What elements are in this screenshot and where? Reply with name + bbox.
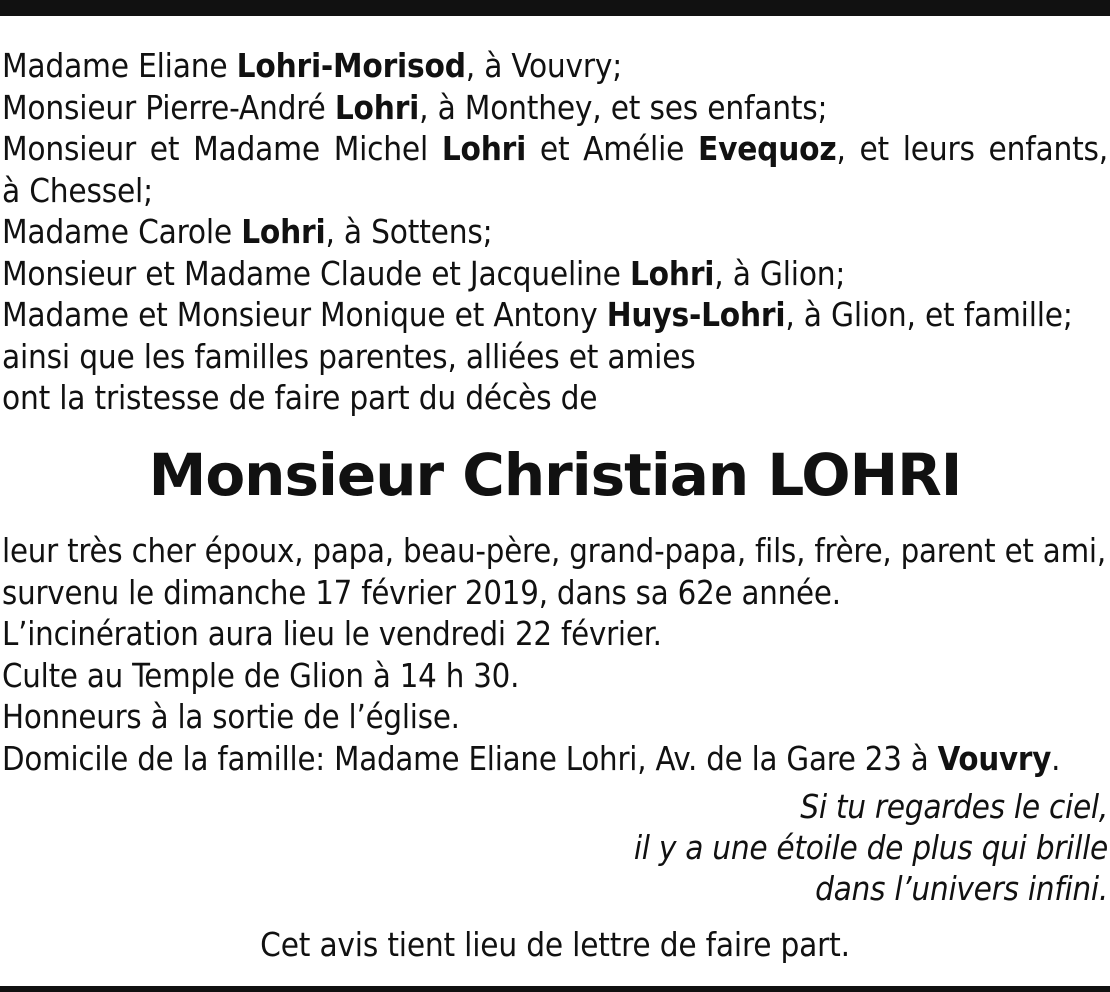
- top-rule: [0, 0, 1110, 16]
- poem-line: dans l’univers infini.: [815, 869, 1108, 908]
- family-surname: Lohri-Morisod: [236, 46, 466, 85]
- family-surname: Lohri: [334, 87, 420, 127]
- announcement-line: Culte au Temple de Glion à 14 h 30.: [2, 655, 520, 695]
- family-line: Monsieur et Madame Claude et Jacqueline Lohri, à Glion;: [2, 253, 846, 293]
- announcement-text: [2, 530, 1106, 779]
- family-surname: Huys-Lohri: [606, 295, 786, 334]
- bottom-rule: [0, 986, 1110, 992]
- poem-line: il y a une étoile de plus qui brille: [633, 828, 1108, 867]
- family-line: Madame Eliane Lohri-Morisod, à Vouvry;: [2, 46, 623, 85]
- family-line: Monsieur et Madame Michel Lohri et Amélie Evequoz, et leurs enfants,: [2, 129, 1108, 168]
- family-line: ont la tristesse de faire part du décès de: [2, 378, 598, 417]
- poem-line: Si tu regardes le ciel,: [800, 787, 1108, 826]
- family-surname: Evequoz: [698, 129, 837, 168]
- family-surname: Lohri: [629, 253, 715, 293]
- family-surname: Lohri: [441, 129, 527, 168]
- footer-note: Cet avis tient lieu de lettre de faire part.: [260, 925, 850, 964]
- deceased-name: Monsieur Christian LOHRI: [148, 441, 962, 509]
- family-list: [2, 45, 1108, 419]
- family-surname: Lohri: [241, 212, 326, 251]
- family-line: ainsi que les familles parentes, alliées et amies: [2, 336, 696, 376]
- family-line: à Chessel;: [2, 170, 153, 210]
- announcement-line: Domicile de la famille: Madame Eliane Lohri, Av. de la Gare 23 à Vouvry.: [2, 738, 1061, 778]
- family-line: Madame Carole Lohri, à Sottens;: [2, 212, 493, 251]
- poem: [408, 786, 1108, 909]
- announcement-line: Honneurs à la sortie de l’église.: [2, 697, 460, 736]
- place-name: Vouvry: [937, 738, 1052, 778]
- announcement-line: L’incinération aura lieu le vendredi 22 février.: [2, 614, 662, 653]
- announcement-line: leur très cher époux, papa, beau-père, grand-papa, fils, frère, parent et ami,: [2, 531, 1106, 570]
- announcement-line: survenu le dimanche 17 février 2019, dans sa 62e année.: [2, 572, 841, 612]
- family-line: Monsieur Pierre-André Lohri, à Monthey, et ses enfants;: [2, 87, 828, 127]
- family-line: Madame et Monsieur Monique et Antony Huys-Lohri, à Glion, et famille;: [2, 295, 1073, 334]
